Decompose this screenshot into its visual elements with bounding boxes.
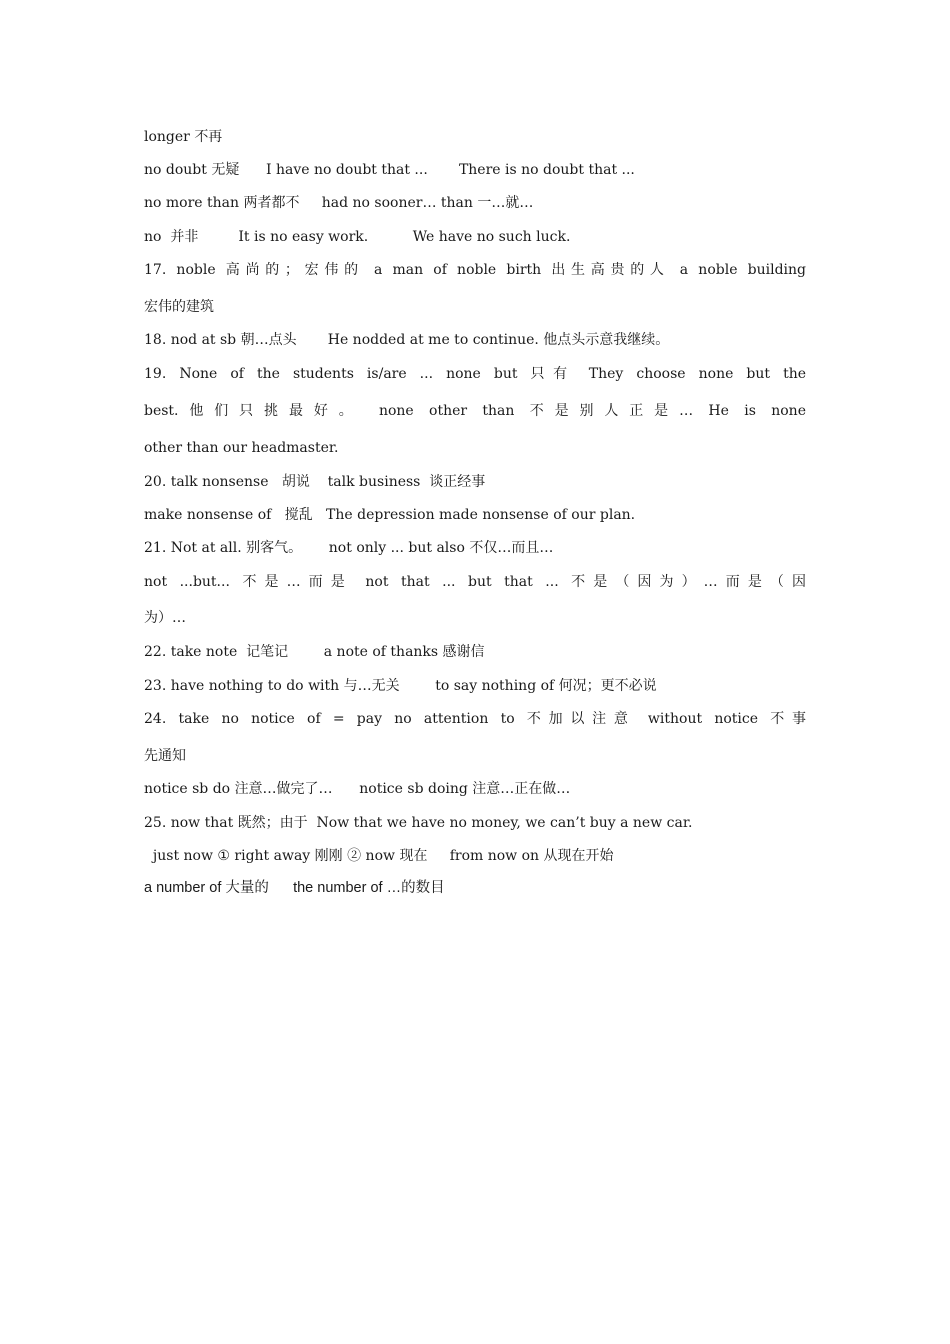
text-line-17: 23. have nothing to do with 与…无关 to say nothing of 何况；更不必说 — [144, 678, 657, 694]
text-line-12: make nonsense of 搅乱 The depression made nonsense of our plan. — [144, 507, 636, 523]
text-line-6: 宏伟的建筑 — [144, 299, 214, 315]
text-line-11: 20. talk nonsense 胡说 talk business 谈正经事 — [144, 474, 486, 490]
text-line-23: a number of 大量的 the number of …的数目 — [144, 880, 445, 896]
text-line-21: 25. now that 既然；由于 Now that we have no money, we can’t buy a new car. — [144, 815, 693, 831]
text-line-3: no more than 两者都不 had no sooner… than 一…就… — [144, 195, 534, 211]
text-line-7: 18. nod at sb 朝…点头 He nodded at me to continue. 他点头示意我继续。 — [144, 332, 670, 348]
text-line-5: 17. noble 高尚的；宏伟的 a man of noble birth 出生高贵的人 a noble building — [144, 262, 806, 278]
text-line-19: 先通知 — [144, 748, 186, 764]
text-line-18: 24. take no notice of = pay no attention to 不加以注意 without notice 不事 — [144, 711, 806, 727]
text-line-16: 22. take note 记笔记 a note of thanks 感谢信 — [144, 644, 485, 660]
text-line-4: no 并非 It is no easy work. We have no such luck. — [144, 229, 571, 245]
text-line-9: best.他们只挑最好。 none other than 不是别人正是… He is none — [144, 403, 806, 419]
text-line-2: no doubt 无疑 I have no doubt that ... There is no doubt that ... — [144, 162, 635, 178]
text-line-14: not ...but... 不是…而是 not that ... but that ... 不是（因为）…而是（因 — [144, 574, 806, 590]
text-line-15: 为）… — [144, 610, 186, 626]
text-line-13: 21. Not at all. 别客气。 not only ... but also 不仅…而且… — [144, 540, 554, 556]
text-line-20: notice sb do 注意…做完了… notice sb doing 注意…正在做… — [144, 781, 571, 797]
text-line-22: just now ① right away 刚刚 ② now 现在 from now on 从现在开始 — [144, 848, 614, 864]
text-line-8: 19. None of the students is/are ... none but 只有 They choose none but the — [144, 366, 806, 382]
text-line-1: longer 不再 — [144, 129, 223, 145]
text-line-10: other than our headmaster. — [144, 440, 339, 456]
